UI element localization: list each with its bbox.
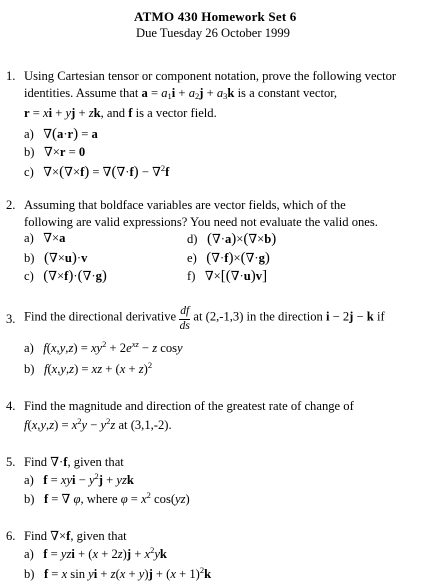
q1-formula-a-constant: $a = a_1i + a_2j + a_3k$ <box>141 86 235 101</box>
q1-item-a-formula: ∇(a·r) = a <box>43 126 98 142</box>
q2-item-a <box>24 232 65 245</box>
q6-curl-f: ∇×f <box>50 529 71 543</box>
q5-item-b-formula: f = ∇ φ <box>43 492 81 506</box>
q3-item-a-label: a) <box>24 341 34 355</box>
q3-pre: Find the directional derivative <box>24 309 177 324</box>
q1-line1: Using Cartesian tensor or component notation, prove the following vector <box>24 69 397 83</box>
q5-div-f: ∇·f <box>50 455 68 469</box>
q1-item-c-label: c) <box>24 165 34 179</box>
q4-number: 4. <box>6 399 16 413</box>
q2-line2: following are valid expressions? You need not evaluate the valid ones. <box>24 215 378 229</box>
q6-item-a-label: a) <box>24 547 34 561</box>
q1-line3-end: is a vector field. <box>135 106 217 120</box>
q2-item-c-label: c) <box>24 269 34 283</box>
q3-post: if <box>376 309 385 324</box>
q5-item-b <box>24 490 190 506</box>
q3-item-b-formula: f(x,y,z) = xz + $(x + z)^2$ <box>43 360 153 376</box>
q2-item-c-formula: (∇×f)·(∇·g) <box>43 268 107 284</box>
document-title: ATMO 430 Homework Set 6 <box>134 9 297 24</box>
q6-item-a <box>24 545 167 561</box>
q5-line <box>24 456 124 469</box>
q2-item-e-formula: (∇·f)×(∇·g) <box>206 250 270 266</box>
q1-line2-post: is a constant vector, <box>237 86 338 100</box>
q4-at: at (3,1,-2). <box>118 418 172 432</box>
q1-item-c <box>24 165 169 180</box>
q2-item-d-label: d) <box>187 232 198 246</box>
q2-item-d-formula: (∇·a)×(∇×b) <box>206 231 277 247</box>
q6-pre: Find <box>24 529 48 543</box>
q2-item-d <box>187 232 276 247</box>
q2-item-f <box>187 269 267 284</box>
q1-item-c-formula: ∇×(∇×f) = ∇(∇·f) − ∇$^2$f <box>43 163 170 180</box>
q2-item-b-formula: (∇×u)·v <box>43 250 88 266</box>
q1-item-b <box>24 146 85 159</box>
q2-item-a-label: a) <box>24 231 34 245</box>
q2-item-b-label: b) <box>24 251 35 265</box>
q4-line2 <box>24 416 172 432</box>
q1-line2-pre: identities. Assume that <box>24 86 142 100</box>
q3-item-b <box>24 360 153 376</box>
q1-line3 <box>24 107 217 120</box>
q5-post: , given that <box>67 455 124 469</box>
q1-number: 1. <box>6 69 16 83</box>
q5-pre: Find <box>24 455 48 469</box>
q6-number: 6. <box>6 529 16 543</box>
q1-f-symbol: f <box>128 106 133 120</box>
q2-item-f-formula: ∇×[(∇·u)v] <box>204 268 268 284</box>
q1-item-b-label: b) <box>24 145 35 159</box>
q2-item-f-label: f) <box>187 269 196 283</box>
q5-where: , where <box>80 492 118 506</box>
q1-line2 <box>24 87 337 100</box>
q1-formula-r: r = xi + yj + zk <box>24 106 101 120</box>
q1-item-b-formula: ∇×r = 0 <box>43 145 86 159</box>
q6-item-b-label: b) <box>24 567 35 581</box>
q2-item-a-formula: ∇×a <box>43 231 66 245</box>
q3-direction: i − 2j − k <box>325 309 374 324</box>
q3-item-a-formula: $f(x,y,z) = xy^2 + 2e^{xz} - z$ cosy <box>43 339 183 355</box>
q3-item-a <box>24 339 183 355</box>
q5-item-b-label: b) <box>24 492 35 506</box>
q3-df-ds: $\frac{df}{ds}$ <box>179 305 190 332</box>
q5-item-a <box>24 471 134 487</box>
q6-item-b <box>24 565 212 581</box>
due-date: Due Tuesday 26 October 1999 <box>136 26 290 40</box>
q3-number: 3. <box>6 312 16 326</box>
q5-item-a-formula: f = xyi − $y^2j$ + yzk <box>43 471 134 487</box>
q4-formula: $f(x,y,z) = x^2y - y^2z$ <box>24 416 116 432</box>
q6-item-b-formula: f = x sin yi + $z(x + y)j + (x + 1)^2k$ <box>43 565 212 581</box>
q1-line3-post: , and <box>100 106 129 120</box>
q2-line1: Assuming that boldface variables are vector fields, which of the <box>24 198 346 212</box>
q3-mid: at (2,-1,3) in the direction <box>193 309 323 324</box>
q2-number: 2. <box>6 198 16 212</box>
q3-item-b-label: b) <box>24 362 35 376</box>
q3-line <box>24 306 385 332</box>
q5-number: 5. <box>6 455 16 469</box>
q6-post: , given that <box>70 529 127 543</box>
q2-item-e-label: e) <box>187 251 197 265</box>
q6-item-a-formula: f = yzi + $(x + 2z)j + x^2yk$ <box>43 545 167 561</box>
q4-line1: Find the magnitude and direction of the greatest rate of change of <box>24 399 354 413</box>
q1-item-a-label: a) <box>24 127 34 141</box>
q2-item-c <box>24 269 107 284</box>
q2-item-e <box>187 251 270 266</box>
q1-item-a <box>24 127 98 142</box>
q6-line <box>24 530 127 543</box>
q5-item-a-label: a) <box>24 473 34 487</box>
q2-item-b <box>24 251 87 266</box>
q5-phi-def: $\varphi = x^2$ cos(yz) <box>120 490 190 506</box>
